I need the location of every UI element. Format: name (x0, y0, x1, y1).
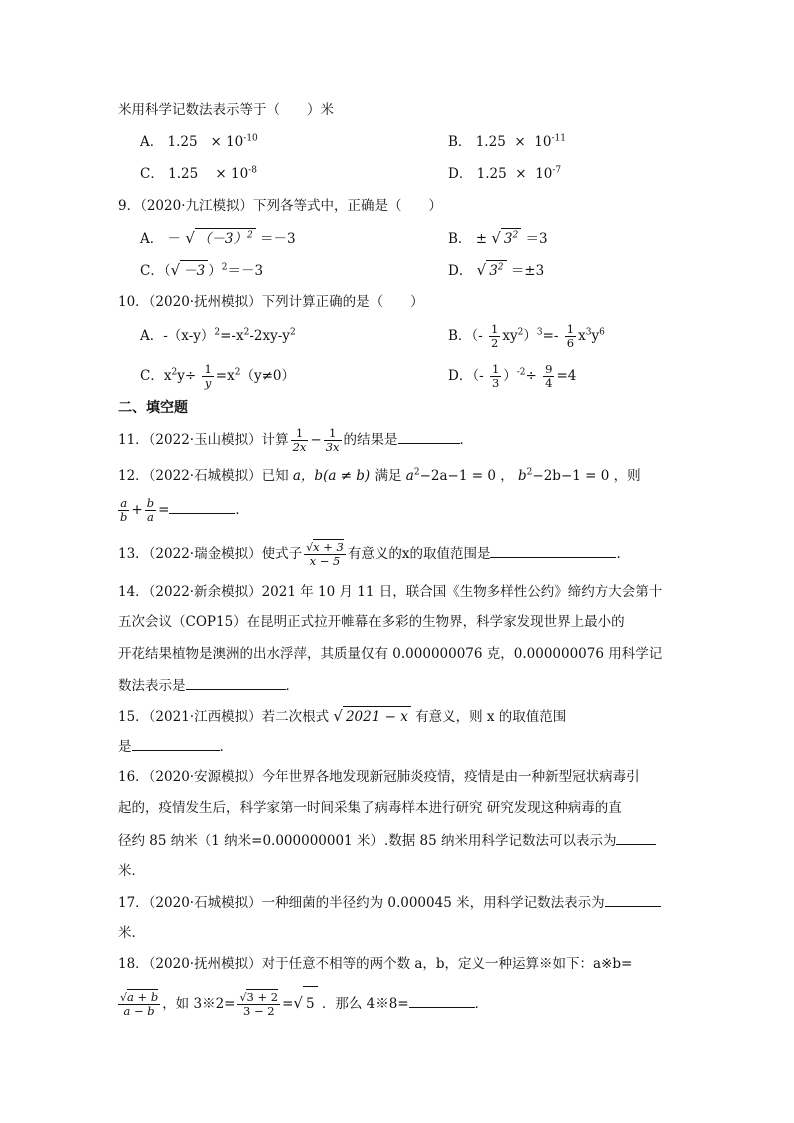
exponent: 2 (214, 327, 221, 338)
exponent: 6 (599, 327, 605, 338)
coefficient: 1.25 (167, 134, 198, 150)
expr: =x (215, 368, 235, 384)
radicand-text: －3 (183, 263, 206, 279)
q9-option-c[interactable] (140, 260, 263, 281)
denominator: b (120, 510, 128, 524)
radical-icon: √ (170, 261, 181, 279)
variables: a，b(a ≠ b) (292, 468, 371, 484)
option-label: D． (448, 166, 473, 182)
denominator: x − 5 (309, 554, 341, 568)
q9-option-b[interactable] (448, 228, 548, 249)
option-label: A． (140, 231, 164, 247)
radicand (180, 260, 208, 281)
base: 10 (534, 134, 552, 150)
numerator: 1 (491, 362, 500, 376)
expr: x (163, 368, 172, 384)
q10-option-c[interactable] (140, 362, 295, 390)
result: =4 (556, 368, 577, 384)
stem-text: 满足 (374, 468, 402, 484)
q14-line4 (118, 675, 299, 696)
denominator: y (204, 376, 212, 390)
q14-line1: 14．（2022·新余模拟）2021 年 10 月 11 日，联合国《生物多样性公约》缔约方大会第十 (118, 584, 663, 600)
expr: y (591, 328, 600, 344)
radical-icon: √ (185, 229, 195, 247)
expr: −2a−1 = 0 (419, 468, 496, 484)
q10-option-a[interactable] (140, 326, 296, 346)
stem-text: 径约 85 纳米（1 纳米=0.000000001 米）.数据 85 纳米用科学记数法可以表示为 (118, 833, 617, 849)
option-label: D． (448, 263, 473, 279)
coefficient: 1.25 (476, 166, 507, 182)
equals-sign: = (282, 996, 294, 1012)
q16-line1: 16．（2020·安源模拟）今年世界各地发现新冠肺炎疫情，疫情是由一种新型冠状病毒引 (118, 769, 640, 785)
stem-text: 17．（2020·石城模拟）一种细菌的半径约为 0.000045 米，用科学记数法表示为 (118, 895, 605, 911)
exponent: 2 (243, 327, 250, 338)
section-heading: 二、填空题 (118, 400, 188, 416)
stem-text: 是 (118, 739, 132, 755)
period: ． (474, 996, 489, 1012)
q16-line2: 起的，疫情发生后，科学家第一时间采集了病毒样本进行研究 研究发现这种病毒的直 (118, 800, 622, 816)
q10-option-b[interactable] (448, 322, 605, 350)
denominator: a − b (123, 1004, 155, 1018)
option-label: A． (140, 328, 164, 344)
numerator (118, 991, 160, 1005)
q8-option-c[interactable] (140, 164, 257, 184)
numerator (237, 991, 280, 1005)
radicand-text: （－3） (197, 231, 247, 247)
radicand-text: 3 (489, 263, 498, 279)
exponent: 2 (289, 327, 296, 338)
equals-sign: = (158, 502, 170, 518)
denominator: 3 (491, 376, 500, 390)
fraction (565, 323, 576, 350)
result: ＝±3 (510, 263, 545, 279)
result: ＝－3 (260, 231, 296, 247)
paren: （ (163, 263, 171, 279)
stem-text: 数法表示是 (118, 678, 186, 694)
plus-minus-sign: ± (475, 231, 488, 247)
denominator: 3x (325, 440, 340, 454)
denominator: 3 − 2 (242, 1004, 275, 1018)
exponent: 2 (221, 262, 228, 273)
times-sign: × (215, 166, 227, 182)
exponent: 3 (585, 327, 592, 338)
radical-icon: √ (476, 261, 487, 279)
expr: （y≠0） (240, 368, 295, 384)
numerator: 1 (566, 322, 575, 336)
q15-line2 (118, 736, 224, 757)
q15-line1 (118, 706, 566, 727)
answer-blank[interactable] (409, 993, 475, 1008)
paren: （- (472, 368, 484, 384)
q11 (118, 426, 473, 454)
exponent: -10 (243, 133, 258, 144)
q16-line4: 米． (118, 863, 145, 879)
times-sign: × (515, 166, 527, 182)
radical-icon: √ (306, 541, 314, 554)
option-label: B． (448, 328, 472, 344)
option-label: C． (140, 166, 164, 182)
comma: ， (500, 468, 514, 484)
denominator: 2x (292, 440, 307, 454)
q10-option-d[interactable] (448, 362, 576, 390)
q9-option-a[interactable] (140, 228, 296, 249)
exponent: 2 (526, 467, 533, 478)
minus-sign: − (310, 432, 322, 448)
radical-icon: √ (293, 994, 303, 1012)
q8-option-d[interactable] (448, 164, 561, 184)
plus-sign: + (131, 502, 143, 518)
exponent: -7 (552, 165, 562, 176)
expr: a (405, 468, 414, 484)
period: ． (285, 678, 299, 694)
q13 (118, 540, 630, 568)
answer-blank[interactable] (132, 736, 220, 751)
numerator (304, 541, 346, 555)
stem-text: ，则 (613, 468, 641, 484)
period: ． (235, 502, 249, 518)
expr: −2b−1 = 0 (532, 468, 610, 484)
exponent: 2 (512, 230, 519, 241)
exponent: 3 (536, 327, 543, 338)
expr: x (578, 328, 586, 344)
radical-icon: √ (120, 991, 128, 1004)
period: ． (616, 546, 630, 562)
answer-blank[interactable] (490, 543, 616, 558)
expr: =- (542, 328, 559, 344)
option-label: B． (448, 231, 472, 247)
times-sign: × (210, 134, 222, 150)
paren: （- (471, 328, 483, 344)
option-label: D． (448, 368, 473, 384)
q8-option-b[interactable] (448, 132, 566, 152)
answer-blank[interactable] (186, 675, 286, 690)
q8-stem-tail: 米用科学记数法表示等于（ ）米 (118, 102, 334, 118)
base: 10 (226, 134, 244, 150)
numerator: 9 (545, 362, 553, 376)
numerator: 1 (291, 427, 309, 441)
radicand (195, 228, 256, 249)
stem-text: ，如 3※2= (162, 996, 236, 1012)
denominator: a (146, 510, 154, 524)
expr: y÷ (177, 368, 197, 384)
result: ＝－3 (227, 263, 264, 279)
exponent: 2 (413, 467, 420, 478)
fraction (324, 427, 342, 454)
q14-line3: 开花结果植物是澳洲的出水浮萍，其质量仅有 0.000000076 克，0.000000076 用科学记 (118, 646, 663, 662)
expr: xy (502, 328, 518, 344)
fraction (202, 363, 213, 390)
radicand-text: 3 (503, 231, 513, 247)
base: 10 (230, 166, 249, 182)
radicand: 2021 − x (343, 706, 411, 727)
radical-icon: √ (491, 229, 501, 247)
answer-blank[interactable] (605, 892, 661, 907)
stem-text: 12．（2022·石城模拟）已知 (118, 468, 289, 484)
q16-line3 (118, 830, 656, 851)
answer-blank[interactable] (398, 429, 460, 444)
expr: =-x (220, 328, 244, 344)
exponent: -8 (248, 165, 257, 176)
paren: ） (503, 368, 517, 384)
radical-fraction (118, 991, 160, 1018)
q9-stem: 9．（2020·九江模拟）下列各等式中，正确是（ ） (118, 198, 442, 214)
exponent: 2 (497, 262, 504, 273)
q8-option-a[interactable] (140, 132, 258, 152)
answer-blank[interactable] (169, 499, 235, 514)
exponent: 2 (517, 327, 524, 338)
radical-icon: √ (333, 707, 343, 725)
expr: -（x-y） (163, 328, 215, 344)
fraction (291, 427, 309, 454)
radical-fraction (304, 541, 346, 568)
numerator: 1 (204, 362, 212, 376)
coefficient: 1.25 (475, 134, 506, 150)
stem-text: 13．（2022·瑞金模拟）使式子 (118, 546, 303, 562)
q17-line1 (118, 892, 661, 913)
expr: b (518, 468, 527, 484)
q18-line2 (118, 986, 488, 1021)
q17-line2: 米． (118, 925, 145, 941)
coefficient: 1.25 (168, 166, 199, 182)
stem-text: 15．（2021·江西模拟）若二次根式 (118, 709, 330, 725)
stem-text: 有意义，则 x 的取值范围 (415, 709, 567, 725)
radicand (486, 260, 506, 281)
q12-line1 (118, 466, 641, 486)
radicand: x + 3 (313, 540, 344, 554)
numerator: a (118, 497, 129, 511)
fraction (145, 497, 156, 524)
option-label: C． (140, 368, 164, 384)
base: 10 (535, 166, 553, 182)
option-label: B． (448, 134, 472, 150)
period: ． (459, 432, 474, 448)
times-sign: × (514, 134, 526, 150)
denominator: 2 (491, 336, 499, 350)
q14-line2: 五次会议（COP15）在昆明正式拉开帷幕在多彩的生物界，科学家发现世界上最小的 (118, 614, 625, 630)
numerator: 1 (491, 322, 499, 336)
radicand: 5 (303, 986, 318, 1021)
exponent: 2 (247, 230, 253, 241)
exponent: 2 (234, 367, 241, 378)
exponent: -11 (551, 133, 566, 144)
radical-icon: √ (239, 991, 247, 1004)
radicand: 3 + 2 (246, 990, 279, 1004)
q18-line1: 18．（2020·抚州模拟）对于任意不相等的两个数 a，b，定义一种运算※如下：a※b= (118, 956, 633, 972)
fraction (543, 363, 554, 390)
exponent: -2 (516, 367, 526, 378)
numerator: b (146, 496, 155, 510)
q10-stem: 10．（2020·抚州模拟）下列计算正确的是（ ） (118, 294, 424, 310)
minus-sign: － (167, 231, 182, 247)
answer-blank[interactable] (616, 830, 656, 845)
divide-sign: ÷ (525, 368, 537, 384)
radicand (501, 228, 521, 249)
stem-text: ．那么 4※8= (321, 996, 409, 1012)
stem-text: 11．（2022·玉山模拟）计算 (118, 432, 289, 448)
expr: -2xy-y (249, 328, 290, 344)
fraction (118, 497, 129, 524)
q9-option-d[interactable] (448, 260, 544, 281)
paren: ） (208, 263, 222, 279)
exponent: 2 (171, 367, 178, 378)
radical-fraction (237, 991, 280, 1018)
stem-text: 的结果是 (343, 432, 398, 448)
radicand: a + b (127, 990, 159, 1004)
numerator: 1 (324, 427, 342, 441)
paren: ） (523, 328, 537, 344)
option-label: C． (140, 263, 164, 279)
fraction (489, 323, 500, 350)
denominator: 4 (545, 376, 553, 390)
period: . (219, 739, 224, 755)
option-label: A． (140, 134, 164, 150)
fraction (490, 363, 501, 390)
stem-text: 有意义的x的取值范围是 (347, 546, 491, 562)
denominator: 6 (566, 336, 575, 350)
q12-line2 (118, 496, 249, 524)
result: ＝3 (525, 231, 548, 247)
